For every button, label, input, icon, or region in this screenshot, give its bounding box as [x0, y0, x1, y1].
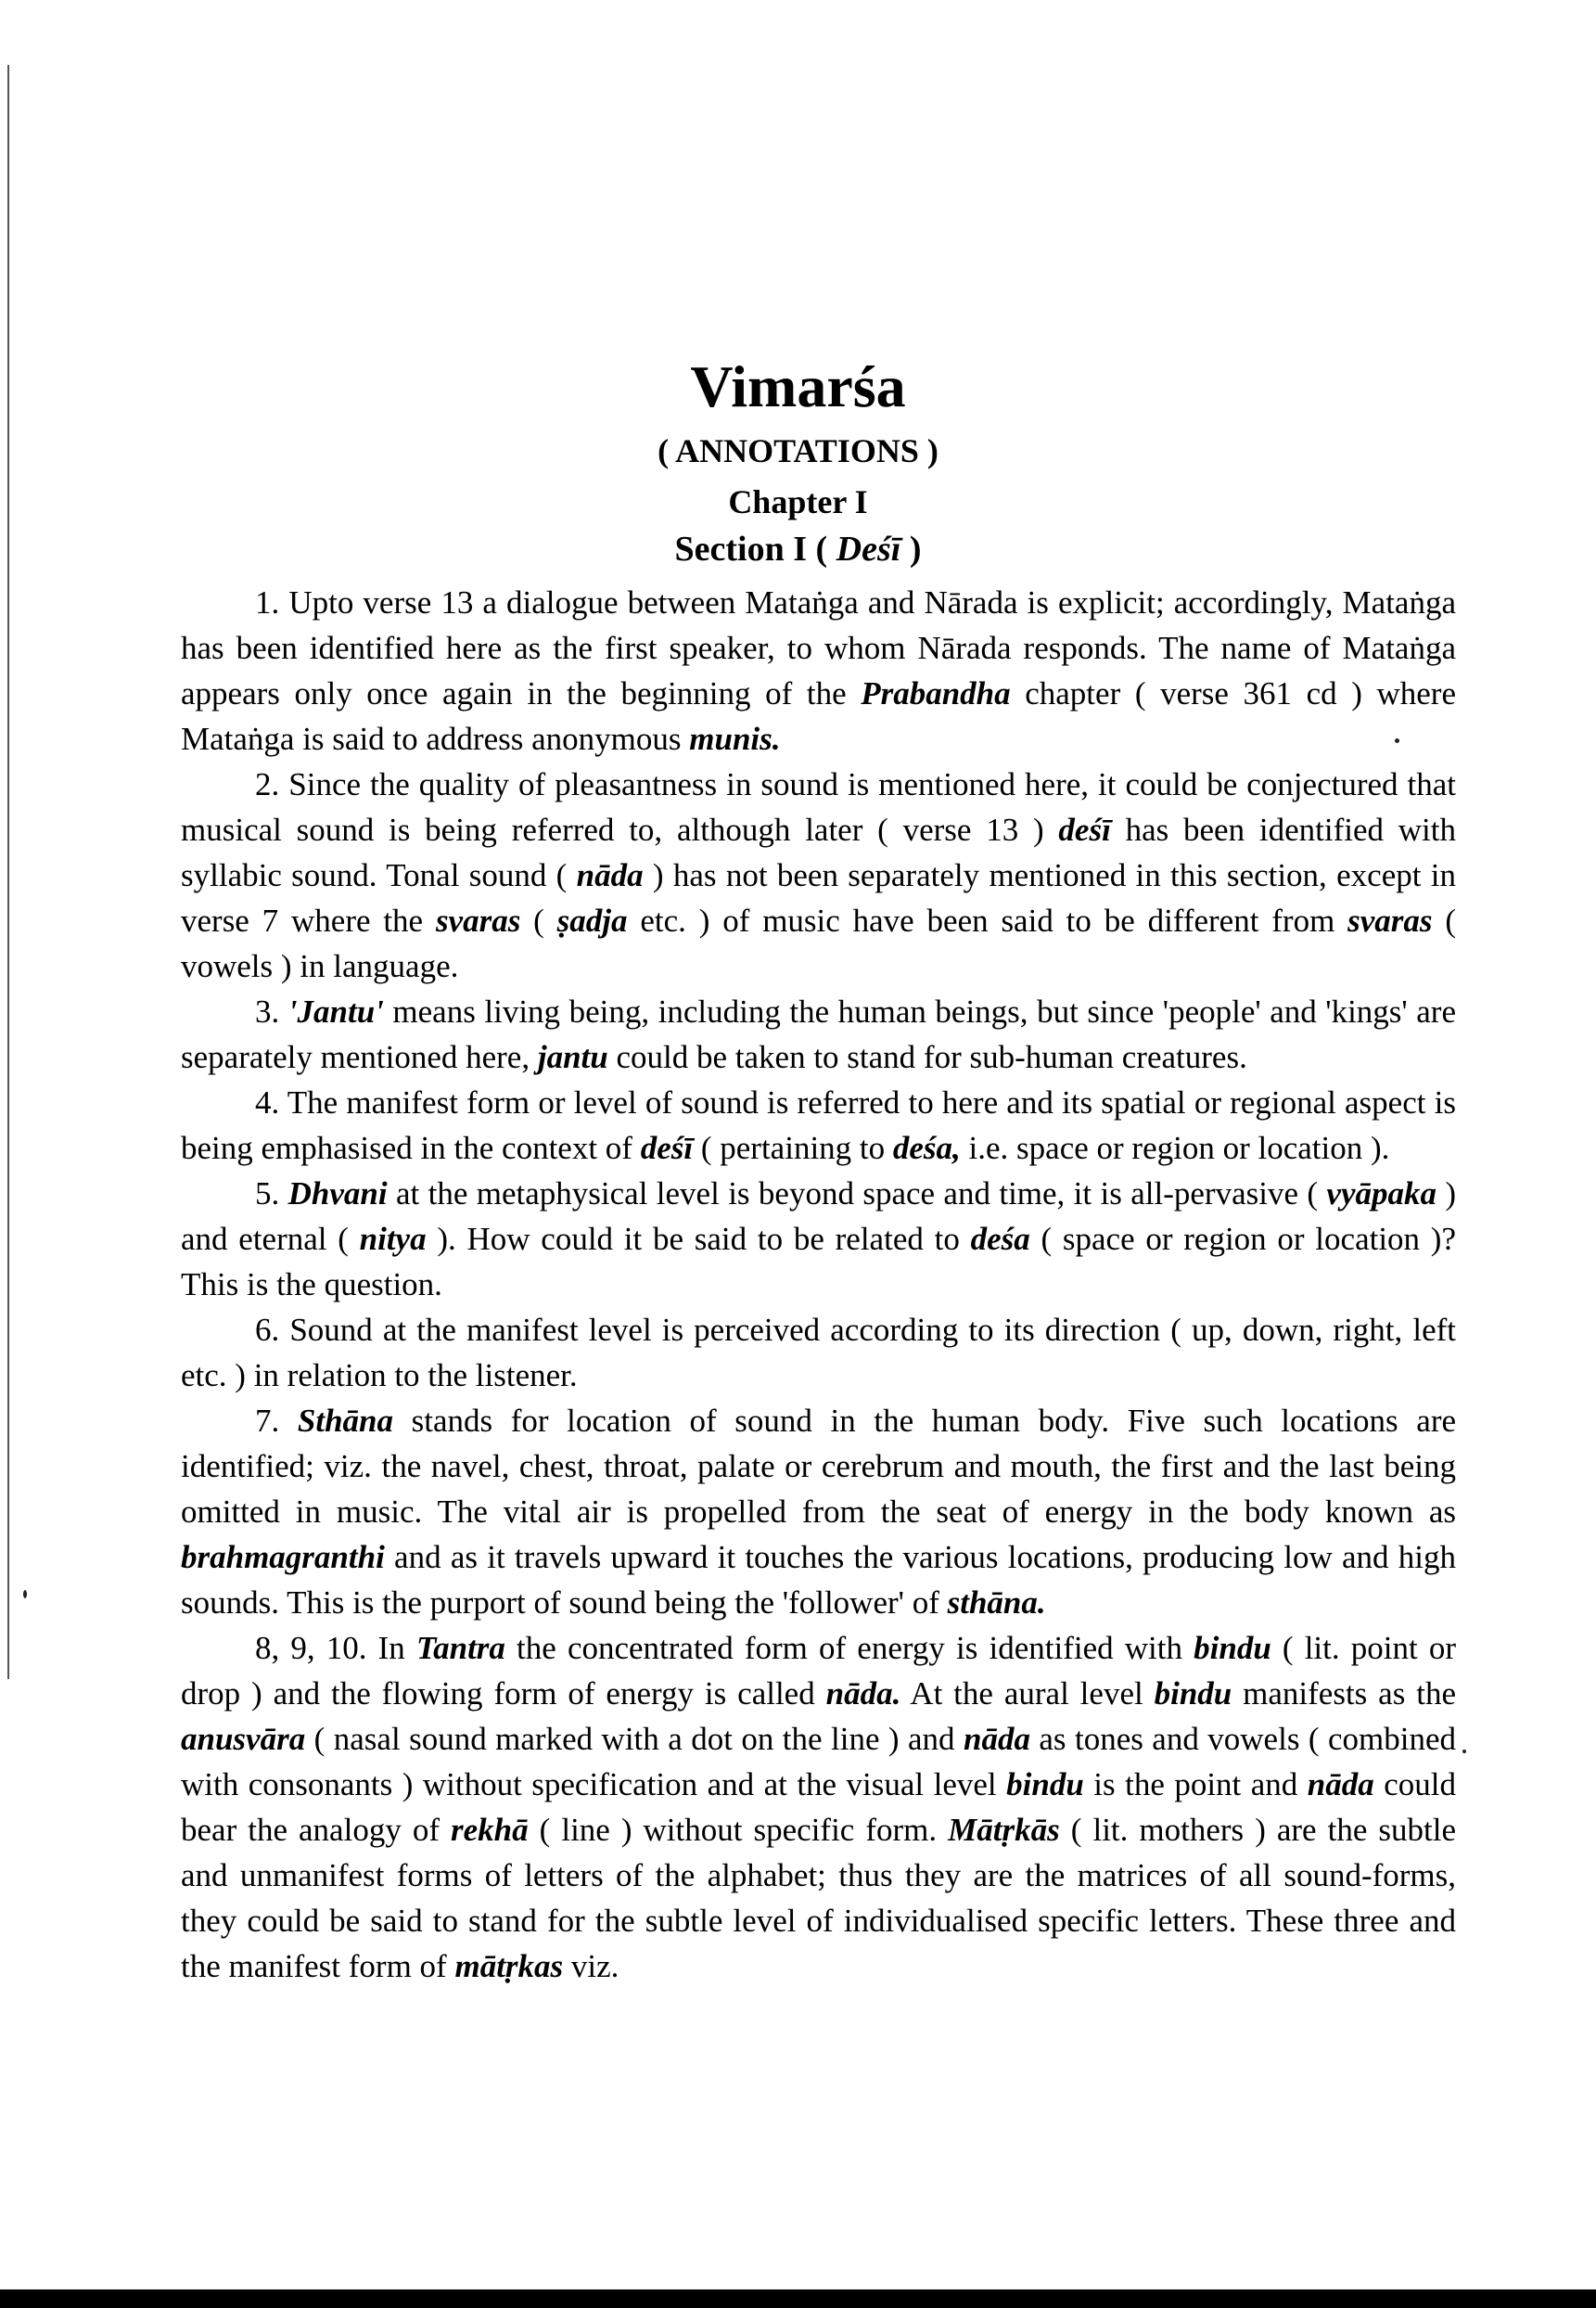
text-run: ( pertaining to — [693, 1130, 893, 1166]
text-run: ( line ) without specific form. — [528, 1812, 949, 1848]
text-run: is the point and — [1083, 1766, 1308, 1802]
scan-speck — [23, 1590, 27, 1598]
text-run: the concentrated form of energy is identified with — [504, 1630, 1194, 1666]
italic-term: vyāpaka — [1326, 1175, 1436, 1212]
italic-term: Prabandha — [861, 675, 1011, 712]
annotation-paragraph — [181, 1080, 1456, 1171]
italic-term: munis. — [689, 721, 781, 757]
italic-term: nāda — [1307, 1766, 1374, 1802]
annotation-paragraph — [181, 989, 1456, 1080]
italic-term: jantu — [537, 1039, 608, 1075]
italic-term: nāda — [576, 857, 644, 893]
annotation-paragraph — [181, 1398, 1456, 1625]
text-run: 2. Since the quality of pleasantness in sound is mentioned here, it could be conjectured that musical sound is being referred to, although later ( verse 13 ) — [181, 766, 1456, 848]
italic-term: Tantra — [415, 1630, 505, 1666]
annotation-paragraph — [181, 580, 1456, 762]
italic-term: deśī — [640, 1130, 694, 1166]
text-run: could bear the analogy of — [181, 1766, 1456, 1848]
section-heading-suffix: ) — [909, 530, 922, 569]
text-run: 5. — [255, 1175, 288, 1212]
italic-term: brahmagranthi — [181, 1539, 385, 1575]
italic-term: bindu — [1194, 1630, 1271, 1666]
italic-term: deśa, — [892, 1130, 961, 1166]
italic-term: svaras — [435, 903, 521, 939]
annotations-subtitle: ( ANNOTATIONS ) — [658, 432, 938, 469]
section-heading-term: Deśī — [836, 530, 901, 569]
italic-term: ṣadja — [556, 903, 628, 939]
italic-term: Mātṛkās — [948, 1812, 1060, 1848]
text-run: and as it travels upward it touches the various locations, producing low and high sounds. This is the purport of sound being the 'follower' of — [181, 1539, 1456, 1621]
text-run: manifests as the — [1232, 1675, 1456, 1712]
text-run: ( lit. point or drop ) and the flowing form of energy is called — [181, 1630, 1456, 1712]
scan-bottom-border — [0, 2289, 1596, 2308]
italic-term: Sthāna — [297, 1403, 393, 1439]
text-run: ( nasal sound marked with a dot on the line ) and — [305, 1721, 964, 1757]
italic-term: bindu — [1006, 1766, 1084, 1802]
text-run: has been identified with syllabic sound. Tonal sound ( — [181, 812, 1456, 893]
section-heading-prefix: Section I ( — [674, 530, 828, 569]
text-run: means living being, including the human beings, but since 'people' and 'kings' are separately mentioned here, — [181, 994, 1456, 1075]
text-run: etc. ) of music have been said to be different from — [627, 903, 1348, 939]
section-heading — [0, 529, 1596, 570]
text-run: At the aural level — [900, 1675, 1155, 1712]
annotation-paragraph — [181, 762, 1456, 989]
text-run: ( lit. mothers ) are the subtle and unmanifest forms of letters of the alphabet; thus they are the matrices of all sound-forms, they could be said to stand for the subtle level of individualised specific letters. These three and the manifest form of — [181, 1812, 1456, 1984]
italic-term: deśa — [970, 1221, 1030, 1257]
annotation-paragraph — [181, 1307, 1456, 1398]
text-run: could be taken to stand for sub-human creatures. — [607, 1039, 1247, 1075]
italic-term: nāda — [963, 1721, 1030, 1757]
italic-term: nitya — [359, 1221, 427, 1257]
chapter-heading: Chapter I — [728, 483, 868, 520]
text-run: 1. Upto verse 13 a dialogue between Mataṅga and Nārada is explicit; accordingly, Mataṅga has been identified here as the first speaker, to whom Nārada responds. The name of Mataṅga appears only once again in the beginning of the — [181, 584, 1456, 712]
annotation-paragraph — [181, 1171, 1456, 1307]
text-run: viz. — [563, 1948, 619, 1984]
text-run: ( vowels ) in language. — [181, 903, 1457, 984]
italic-term: bindu — [1154, 1675, 1232, 1712]
italic-term: nāda. — [825, 1675, 901, 1712]
italic-term: sthāna. — [947, 1584, 1046, 1621]
text-run: i.e. space or region or location ). — [960, 1130, 1390, 1166]
text-run: 3. — [255, 994, 288, 1030]
text-run: at the metaphysical level is beyond space and time, it is all-pervasive ( — [387, 1175, 1327, 1212]
text-run: ). How could it be said to be related to — [426, 1221, 971, 1257]
text-run: stands for location of sound in the human body. Five such locations are identified; viz. the navel, chest, throat, palate or cerebrum and mouth, the first and the last being omitted in music. The vital air is propelled from the seat of energy in the body known as — [181, 1403, 1457, 1530]
italic-term: anusvāra — [181, 1721, 306, 1757]
text-run: 6. Sound at the manifest level is perceived according to its direction ( up, down, right, left etc. ) in relation to the listener. — [181, 1312, 1456, 1393]
scan-speck — [1462, 1750, 1466, 1753]
italic-term: mātṛkas — [454, 1948, 564, 1984]
annotation-body — [181, 580, 1456, 1989]
text-run: ( — [520, 903, 557, 939]
text-run: 4. The manifest form or level of sound is referred to here and its spatial or regional aspect is being emphasised in the context of — [181, 1084, 1456, 1166]
text-run: ) and eternal ( — [181, 1175, 1457, 1257]
italic-term: 'Jantu' — [287, 994, 384, 1030]
italic-term: svaras — [1347, 903, 1433, 939]
italic-term: deśī — [1058, 812, 1111, 848]
italic-term: rekhā — [451, 1812, 529, 1848]
text-run: 8, 9, 10. In — [255, 1630, 416, 1666]
scan-edge-line — [7, 65, 9, 1679]
page-title: Vimarśa — [690, 353, 906, 419]
text-run: ) has not been separately mentioned in this section, except in verse 7 where the — [181, 857, 1456, 939]
text-run: ( space or region or location )? This is the question. — [181, 1221, 1456, 1302]
annotation-paragraph — [181, 1625, 1456, 1989]
text-run: chapter ( verse 361 cd ) where Mataṅga is said to address anonymous — [181, 675, 1456, 757]
text-run: 7. — [255, 1403, 298, 1439]
italic-term: Dhvani — [287, 1175, 388, 1212]
text-run: as tones and vowels ( combined with consonants ) without specification and at the visual level — [181, 1721, 1456, 1802]
